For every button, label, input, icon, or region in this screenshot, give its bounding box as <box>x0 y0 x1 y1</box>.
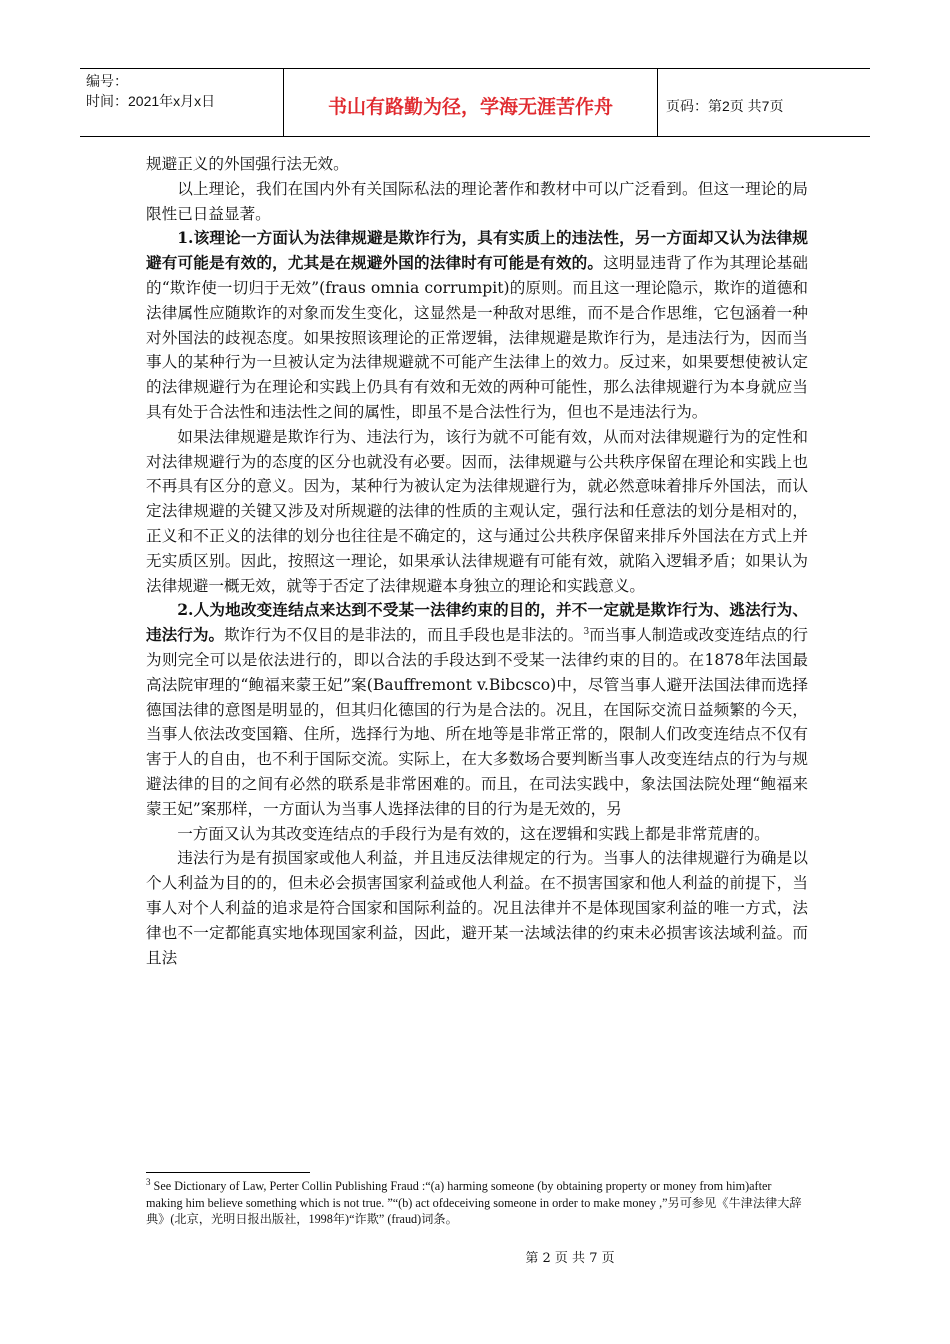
footnote-number: 3 <box>146 1176 151 1187</box>
page-footer: 第 2 页 共 7 页 <box>525 1251 615 1266</box>
paragraph-5-mid: 欺诈行为不仅目的是非法的，而且手段也是非法的。 <box>224 626 584 645</box>
header-meta <box>80 69 284 136</box>
paragraph-2: 以上理论，我们在国内外有关国际私法的理论著作和教材中可以广泛看到。但这一理论的局限性已日益显著。 <box>146 179 808 223</box>
footnote-text: See Dictionary of Law, Perter Collin Publishing Fraud :“(a) harming someone (by obtaining property or money from him)after making him believe something which is not true. ”“(b) act ofdeceiving someone in order to make money ,”另可参见《牛津法律大辞典》(北京，光明日报出版社，1998年)“诈欺” (fraud)词条。 <box>146 1179 802 1227</box>
paragraph-7: 违法行为是有损国家或他人利益，并且违反法律规定的行为。当事人的法律规避行为确是以个人利益为目的的，但未必会损害国家利益或他人利益。在不损害国家和他人利益的前提下，当事人对个人利益的追求是符合国家和国际利益的。况且法律并不是体现国家利益的唯一方式，法律也不一定都能真实地体现国家利益，因此，避开某一法域法律的约束未必损害该法域利益。而且法 <box>146 849 808 967</box>
paragraph-3-rest: 这明显违背了作为其理论基础的“欺诈使一切归于无效”(fraus omnia corrumpit)的原则。而且这一理论隐示，欺诈的道德和法律属性应随欺诈的对象而发生变化，这显然是一种敌对思维，而不是合作思维，它包涵着一种对外国法的歧视态度。如果按照该理论的正常逻辑，法律规避是欺诈行为，是违法行为，因而当事人的某种行为一旦被认定为法律规避就不可能产生法律上的效力。反过来，如果要想使被认定的法律规避行为在理论和实践上仍具有有效和无效的两种可能性，那么法律规避行为本身就应当具有处于合法性和违法性之间的属性，即虽不是合法性行为，但也不是违法行为。 <box>146 254 808 421</box>
footnote-ref-3[interactable]: 3 <box>583 626 590 637</box>
page-header <box>80 68 870 137</box>
paragraph-1: 规避正义的外国强行法无效。 <box>146 155 349 173</box>
document-date-label: 时间：2021年x月x日 <box>86 93 216 109</box>
paragraph-3-bold: 1.该理论一方面认为法律规避是欺诈行为，具有实质上的违法性，另一方面却又认为法律规避有可能是有效的，尤其是在规避外国的法律时有可能是有效的。 <box>146 228 808 273</box>
header-page-label: 页码：第2页 共7页 <box>666 97 784 114</box>
paragraph-6: 一方面又认为其改变连结点的手段行为是有效的，这在逻辑和实践上都是非常荒唐的。 <box>177 824 770 843</box>
paragraph-5-rest: 而当事人制造或改变连结点的行为则完全可以是依法进行的，即以合法的手段达到不受某一法律约束的目的。在1878年法国最高法院审理的“鲍福来蒙王妃”案(Bauffremont v.Bibcsco)中，尽管当事人避开法国法律而选择德国法律的意图是明显的，但其归化德国的行为是合法的。况且，在国际交流日益频繁的今天，当事人依法改变国籍、住所，选择行为地、所在地等是非常正常的，限制人们改变连结点不仅有害于人的自由，也不利于国际交流。实际上，在大多数场合要判断当事人改变连结点的行为与规避法律的目的之间有必然的联系是非常困难的。而且，在司法实践中，象法国法院处理“鲍福来蒙王妃”案那样，一方面认为当事人选择法律的目的行为是无效的，另 <box>146 626 808 818</box>
footnote-3 <box>146 1178 808 1228</box>
paragraph-5 <box>146 598 808 821</box>
footnote-divider <box>146 1172 310 1173</box>
paragraph-4: 如果法律规避是欺诈行为、违法行为，该行为就不可能有效，从而对法律规避行为的定性和对法律规避行为的态度的区分也就没有必要。因而，法律规避与公共秩序保留在理论和实践上也不再具有区分的意义。因为，某种行为被认定为法律规避行为，就必然意味着排斥外国法，而认定法律规避的关键又涉及对所规避的法律的性质的主观认定，强行法和任意法的划分是相对的，正义和不正义的法律的划分也往往是不确定的，这与通过公共秩序保留来排斥外国法在方式上并无实质区别。因此，按照这一理论，如果承认法律规避有可能有效，就陷入逻辑矛盾；如果认为法律规避一概无效，就等于否定了法律规避本身独立的理论和实践意义。 <box>146 427 808 595</box>
document-code-label: 编号： <box>86 73 128 89</box>
paragraph-3 <box>146 226 808 424</box>
header-motto: 书山有路勤为径，学海无涯苦作舟 <box>284 69 658 136</box>
document-body <box>146 152 808 970</box>
paragraph-5-bold: 2.人为地改变连结点来达到不受某一法律约束的目的，并不一定就是欺诈行为、逃法行为、违法行为。 <box>146 600 808 645</box>
